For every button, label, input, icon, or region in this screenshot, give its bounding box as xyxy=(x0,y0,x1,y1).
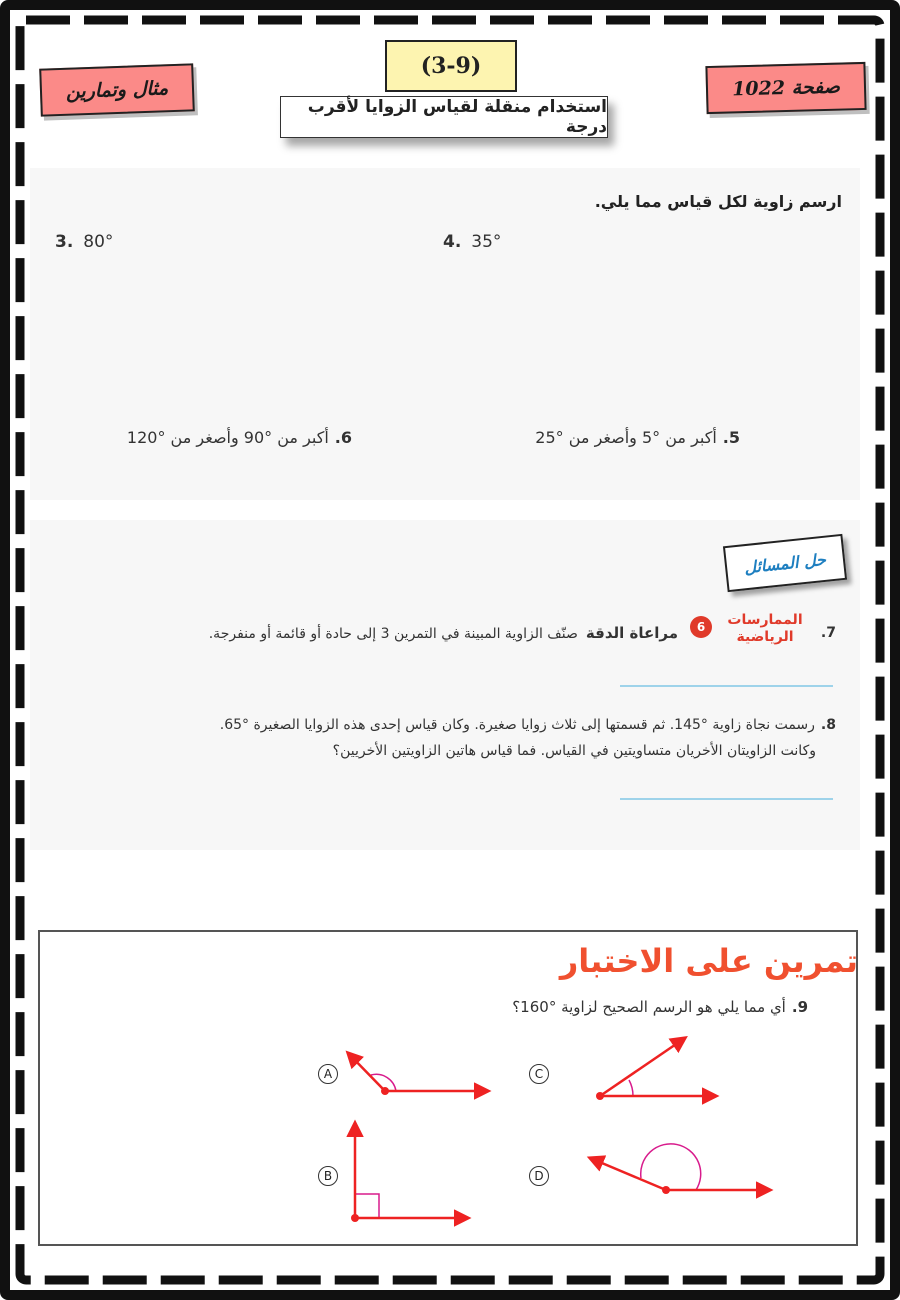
option-c-angle[interactable] xyxy=(596,1038,716,1100)
option-b-angle[interactable] xyxy=(351,1123,468,1222)
exercise-number: 6. xyxy=(334,428,352,447)
angle-ray xyxy=(348,1053,385,1091)
q8-number: 8. xyxy=(820,717,836,733)
option-a-label[interactable]: A xyxy=(318,1064,338,1084)
option-b-label[interactable]: B xyxy=(318,1166,338,1186)
practice-label-line2: الرياضية xyxy=(736,629,794,645)
q9-number: 9. xyxy=(791,998,808,1016)
exercise-text: أكبر من °90 وأصغر من °120 xyxy=(126,428,329,447)
option-c-label[interactable]: C xyxy=(529,1064,549,1084)
practice-label-line1: الممارسات xyxy=(727,612,803,628)
q9-text: أي مما يلي هو الرسم الصحيح لزاوية °160؟ xyxy=(512,998,786,1016)
angle-vertex xyxy=(381,1087,389,1095)
angle-ray xyxy=(600,1038,685,1096)
option-a-angle[interactable] xyxy=(348,1053,488,1095)
q8-line2: وكانت الزاويتان الأخريان متساويتين في القياس. فما قياس هاتين الزاويتين الأخريين؟ xyxy=(332,743,816,759)
lesson-number: (3-9) xyxy=(385,40,517,92)
exercise-number: 3. xyxy=(55,232,74,252)
angle-vertex xyxy=(351,1214,359,1222)
example-exercises-tag: مثال وتمارين xyxy=(39,63,195,116)
exercise-text: 35° xyxy=(471,232,502,252)
q8-line1: رسمت نجاة زاوية °145. ثم قسمتها إلى ثلاث زوايا صغيرة. وكان قياس إحدى هذه الزوايا الصغيرة °65. xyxy=(219,717,815,733)
q7-number: 7. xyxy=(820,625,836,641)
practice-badge: 6 xyxy=(690,616,712,638)
q7-bold-label: مراعاة الدقة xyxy=(585,624,678,642)
lesson-title: استخدام منقلة لقياس الزوايا لأقرب درجة xyxy=(280,96,608,138)
angle-vertex xyxy=(662,1186,670,1194)
option-d-angle[interactable] xyxy=(590,1144,770,1194)
problem-solving-tag: حل المسائل xyxy=(723,534,847,592)
instructions: ارسم زاوية لكل قياس مما يلي. xyxy=(594,192,842,211)
exercise-number: 4. xyxy=(443,232,462,252)
exercise-text: أكبر من °5 وأصغر من °25 xyxy=(535,428,717,447)
angle-ray xyxy=(590,1158,666,1190)
exercise-number: 5. xyxy=(722,428,740,447)
q7-text: صنّف الزاوية المبينة في التمرين 3 إلى حادة أو قائمة أو منفرجة. xyxy=(208,626,578,642)
test-practice-title: تمرين على الاختبار xyxy=(559,942,858,980)
option-d-label[interactable]: D xyxy=(529,1166,549,1186)
exercise-text: 80° xyxy=(83,232,114,252)
right-angle-mark xyxy=(355,1194,379,1218)
angle-vertex xyxy=(596,1092,604,1100)
page-number-tag: صفحة 1022 xyxy=(705,62,866,114)
angle-arc xyxy=(629,1080,633,1096)
